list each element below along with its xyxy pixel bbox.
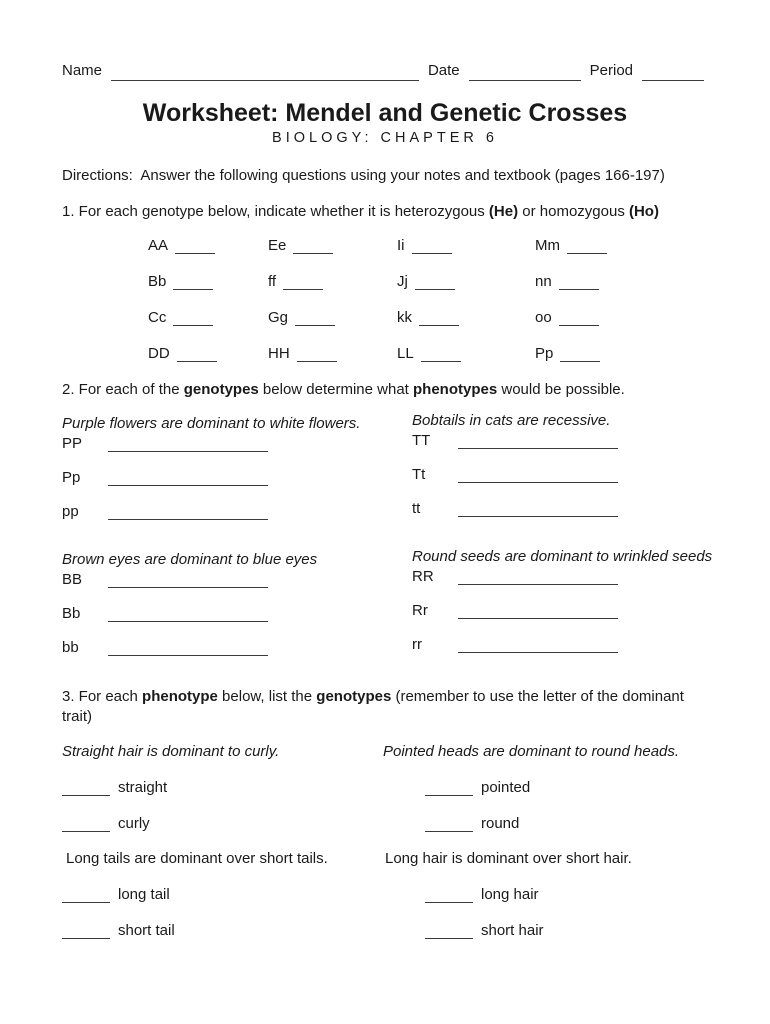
genotype-label: oo bbox=[535, 309, 552, 326]
question-text-segment: (remember to use the letter of the dominant trait) bbox=[62, 688, 689, 725]
worksheet-subtitle: BIOLOGY: CHAPTER 6 bbox=[272, 130, 498, 146]
phenotype-row bbox=[62, 778, 167, 798]
question-text-segment: would be possible. bbox=[497, 381, 625, 398]
phenotypes-term: phenotypes bbox=[413, 381, 498, 398]
genotype-row bbox=[412, 567, 618, 587]
phenotype-answer-blank[interactable] bbox=[108, 641, 268, 656]
date-blank[interactable] bbox=[469, 61, 581, 81]
question-text-segment: 1. For each genotype below, indicate whether it is heterozygous bbox=[62, 203, 489, 220]
genotype-label: Bb bbox=[148, 273, 167, 290]
phenotype-row bbox=[425, 921, 544, 941]
genotype-row bbox=[62, 604, 268, 624]
genotype-answer-blank[interactable] bbox=[559, 275, 599, 290]
genotype-row bbox=[412, 465, 618, 485]
trait-rule-text: Round seeds are dominant to wrinkled seeds bbox=[412, 548, 713, 565]
phenotype-row bbox=[62, 814, 150, 834]
genotype-row bbox=[412, 499, 618, 519]
worksheet-title: Worksheet: Mendel and Genetic Crosses bbox=[142, 99, 628, 127]
trait-rule-straight-hair: Straight hair is dominant to curly. bbox=[62, 743, 280, 760]
genotype-answer-blank[interactable] bbox=[425, 924, 473, 939]
genotype-row bbox=[62, 434, 268, 454]
genotype-answer-blank[interactable] bbox=[177, 347, 217, 362]
genotype-answer-blank[interactable] bbox=[425, 888, 473, 903]
trait-rule-text: Bobtails in cats are recessive. bbox=[412, 412, 611, 429]
trait-rule-pointed-heads: Pointed heads are dominant to round heads. bbox=[383, 743, 680, 760]
genotype-item bbox=[148, 272, 268, 292]
trait-rule-long-tails: Long tails are dominant over short tails. bbox=[66, 850, 328, 867]
genotype-item bbox=[397, 272, 535, 292]
genotype-label: bb bbox=[62, 639, 79, 656]
phenotype-answer-blank[interactable] bbox=[458, 502, 618, 517]
trait-rule-text: Brown eyes are dominant to blue eyes bbox=[62, 551, 318, 568]
question-3-text bbox=[62, 687, 707, 727]
genotype-item bbox=[148, 308, 268, 328]
genotype-label: Tt bbox=[412, 466, 426, 483]
genotype-label: HH bbox=[268, 345, 290, 362]
genotype-answer-blank[interactable] bbox=[419, 311, 459, 326]
genotype-row bbox=[62, 638, 268, 658]
genotype-answer-blank[interactable] bbox=[175, 239, 215, 254]
genotype-item bbox=[535, 308, 645, 328]
genotypes-term: genotypes bbox=[183, 381, 259, 398]
genotype-label: nn bbox=[535, 273, 552, 290]
phenotype-label: curly bbox=[118, 815, 150, 832]
genotype-item bbox=[397, 308, 535, 328]
genotype-answer-blank[interactable] bbox=[297, 347, 337, 362]
genotype-item bbox=[268, 272, 397, 292]
genotype-answer-blank[interactable] bbox=[295, 311, 335, 326]
genotype-answer-blank[interactable] bbox=[567, 239, 607, 254]
genotype-row bbox=[62, 468, 268, 488]
genotype-label: pp bbox=[62, 503, 79, 520]
question-text-segment: below determine what bbox=[258, 381, 414, 398]
genotype-row bbox=[412, 635, 618, 655]
genotype-item bbox=[268, 308, 397, 328]
genotype-item bbox=[535, 272, 645, 292]
phenotype-label: straight bbox=[118, 779, 168, 796]
genotype-item bbox=[148, 344, 268, 364]
trait-rule-text: Purple flowers are dominant to white flowers. bbox=[62, 415, 361, 432]
phenotype-answer-blank[interactable] bbox=[108, 607, 268, 622]
question-1-text bbox=[62, 202, 659, 222]
phenotype-label: short tail bbox=[118, 922, 175, 939]
genotype-item bbox=[268, 236, 397, 256]
ho-abbreviation: (Ho) bbox=[628, 203, 659, 220]
phenotype-answer-blank[interactable] bbox=[108, 437, 268, 452]
genotype-label: Ee bbox=[268, 237, 287, 254]
phenotype-answer-blank[interactable] bbox=[108, 573, 268, 588]
genotype-label: kk bbox=[397, 309, 412, 326]
phenotype-answer-blank[interactable] bbox=[458, 604, 618, 619]
phenotype-answer-blank[interactable] bbox=[458, 570, 618, 585]
genotype-answer-blank[interactable] bbox=[62, 781, 110, 796]
genotype-answer-blank[interactable] bbox=[62, 924, 110, 939]
genotype-label: TT bbox=[412, 432, 431, 449]
phenotype-label: round bbox=[481, 815, 520, 832]
genotype-label: Mm bbox=[535, 237, 560, 254]
genotype-item bbox=[397, 236, 535, 256]
directions-text: Directions: Answer the following questions using your notes and textbook (pages 166-197) bbox=[62, 167, 665, 184]
genotype-label: Jj bbox=[397, 273, 408, 290]
period-blank[interactable] bbox=[642, 61, 704, 81]
genotype-label: Pp bbox=[535, 345, 554, 362]
genotype-label: LL bbox=[397, 345, 414, 362]
genotype-label: DD bbox=[148, 345, 170, 362]
genotype-label: AA bbox=[148, 237, 169, 254]
header-fill-in-line bbox=[62, 60, 704, 81]
phenotype-answer-blank[interactable] bbox=[108, 471, 268, 486]
genotype-row bbox=[412, 431, 618, 451]
question-text-segment: 3. For each bbox=[62, 688, 143, 705]
genotype-answer-blank[interactable] bbox=[559, 311, 599, 326]
trait-rule-long-hair: Long hair is dominant over short hair. bbox=[385, 850, 632, 867]
genotype-label: tt bbox=[412, 500, 421, 517]
genotype-answer-blank[interactable] bbox=[173, 311, 213, 326]
genotype-answer-blank[interactable] bbox=[62, 817, 110, 832]
phenotype-answer-blank[interactable] bbox=[458, 434, 618, 449]
phenotype-label: short hair bbox=[481, 922, 544, 939]
genotype-answer-blank[interactable] bbox=[421, 347, 461, 362]
genotype-answer-blank[interactable] bbox=[412, 239, 452, 254]
genotype-label: RR bbox=[412, 568, 434, 585]
genotype-label: rr bbox=[412, 636, 422, 653]
question-text-segment: below, list the bbox=[217, 688, 317, 705]
genotype-grid bbox=[148, 236, 645, 364]
date-label: Date bbox=[427, 62, 460, 79]
genotype-answer-blank[interactable] bbox=[425, 817, 473, 832]
genotype-label: BB bbox=[62, 571, 83, 588]
genotype-answer-blank[interactable] bbox=[415, 275, 455, 290]
genotype-label: Ii bbox=[397, 237, 405, 254]
phenotype-answer-blank[interactable] bbox=[108, 505, 268, 520]
phenotype-row bbox=[62, 921, 175, 941]
genotype-answer-blank[interactable] bbox=[283, 275, 323, 290]
question-text-segment: 2. For each of the bbox=[62, 381, 184, 398]
genotype-item bbox=[397, 344, 535, 364]
period-label: Period bbox=[589, 62, 633, 79]
genotype-label: Gg bbox=[268, 309, 289, 326]
he-abbreviation: (He) bbox=[488, 203, 519, 220]
phenotype-row bbox=[425, 778, 530, 798]
phenotype-label: long hair bbox=[481, 886, 539, 903]
phenotype-answer-blank[interactable] bbox=[458, 638, 618, 653]
genotype-answer-blank[interactable] bbox=[62, 888, 110, 903]
genotype-label: PP bbox=[62, 435, 83, 452]
genotype-answer-blank[interactable] bbox=[293, 239, 333, 254]
genotype-answer-blank[interactable] bbox=[560, 347, 600, 362]
name-blank[interactable] bbox=[111, 61, 419, 81]
genotype-item bbox=[535, 236, 645, 256]
phenotype-label: pointed bbox=[481, 779, 531, 796]
phenotype-row bbox=[62, 885, 170, 905]
genotype-label: Cc bbox=[148, 309, 167, 326]
question-2-text bbox=[62, 380, 625, 400]
genotype-answer-blank[interactable] bbox=[425, 781, 473, 796]
genotype-label: Bb bbox=[62, 605, 81, 622]
phenotype-label: long tail bbox=[118, 886, 170, 903]
genotype-label: ff bbox=[268, 273, 277, 290]
genotype-answer-blank[interactable] bbox=[173, 275, 213, 290]
genotype-label: Pp bbox=[62, 469, 81, 486]
phenotype-row bbox=[425, 814, 519, 834]
genotype-label: Rr bbox=[412, 602, 428, 619]
genotypes-term: genotypes bbox=[316, 688, 392, 705]
genotype-item bbox=[268, 344, 397, 364]
genotype-row bbox=[62, 502, 268, 522]
genotype-item bbox=[535, 344, 645, 364]
genotype-row bbox=[412, 601, 618, 621]
name-label: Name bbox=[62, 62, 103, 79]
phenotype-row bbox=[425, 885, 539, 905]
phenotype-answer-blank[interactable] bbox=[458, 468, 618, 483]
genotype-item bbox=[148, 236, 268, 256]
genotype-row bbox=[62, 570, 268, 590]
question-text-segment: or homozygous bbox=[518, 203, 629, 220]
phenotype-term: phenotype bbox=[142, 688, 218, 705]
